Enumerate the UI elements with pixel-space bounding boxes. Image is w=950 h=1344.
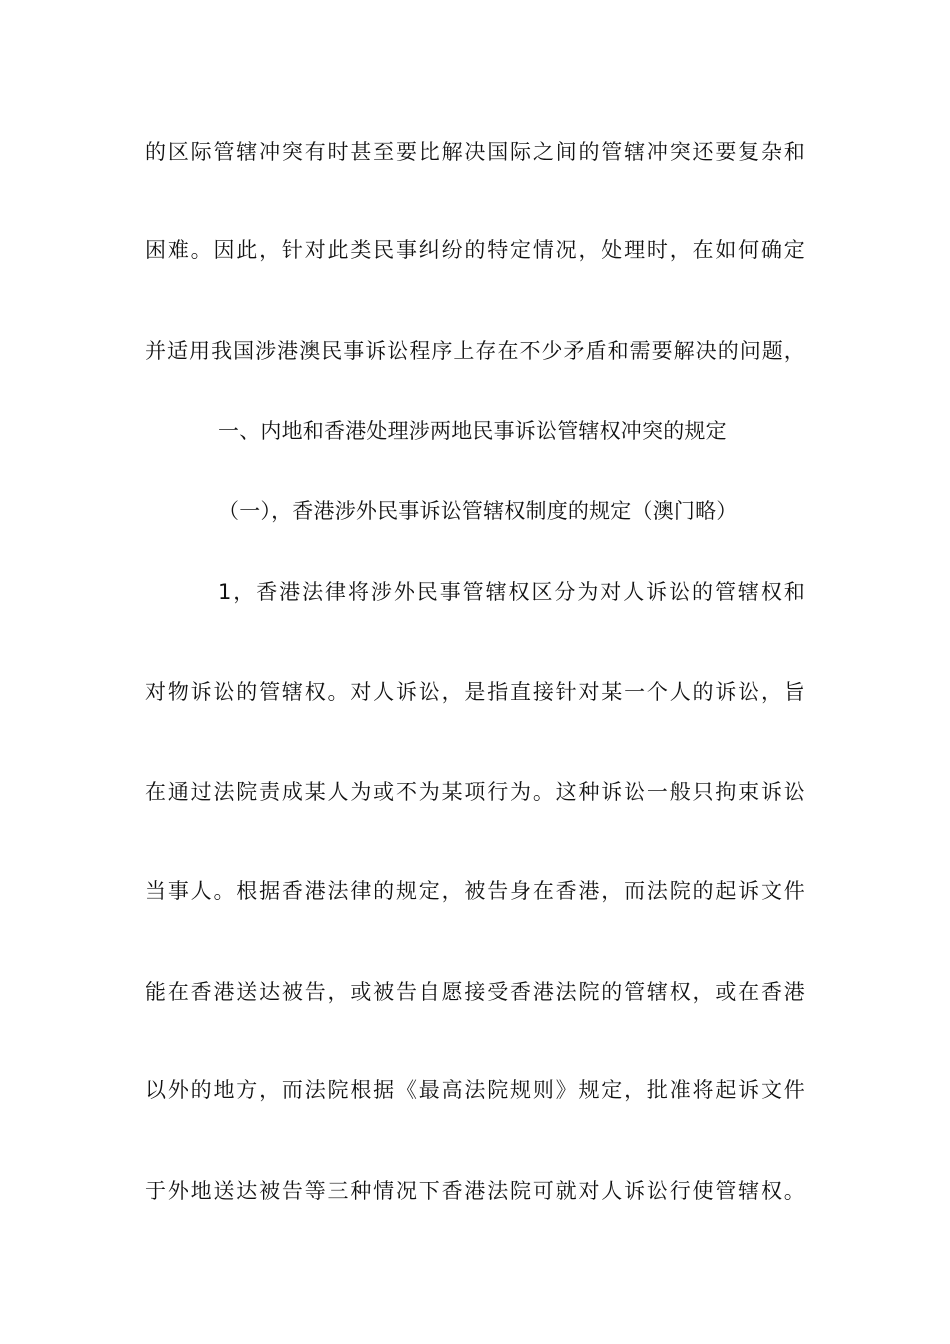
paragraph-line: 并适用我国涉港澳民事诉讼程序上存在不少矛盾和需要解决的问题， <box>145 339 805 363</box>
subsection-heading: （一），香港涉外民事诉讼管辖权制度的规定（澳门略） <box>218 499 738 523</box>
paragraph-line: 当事人。根据香港法律的规定，被告身在香港，而法院的起诉文件 <box>145 879 805 903</box>
paragraph-line: 于外地送达被告等三种情况下香港法院可就对人诉讼行使管辖权。 <box>145 1179 805 1203</box>
section-heading: 一、内地和香港处理涉两地民事诉讼管辖权冲突的规定 <box>218 419 727 443</box>
paragraph-line: 能在香港送达被告，或被告自愿接受香港法院的管辖权，或在香港 <box>145 980 805 1004</box>
paragraph-line: 困难。因此，针对此类民事纠纷的特定情况，处理时，在如何确定 <box>145 238 805 262</box>
paragraph-line: 以外的地方，而法院根据《最高法院规则》规定，批准将起诉文件 <box>145 1078 805 1102</box>
paragraph-line: 在通过法院责成某人为或不为某项行为。这种诉讼一般只拘束诉讼 <box>145 780 805 804</box>
paragraph-first-line: 1，香港法律将涉外民事管辖权区分为对人诉讼的管辖权和 <box>218 580 805 604</box>
paragraph-line: 的区际管辖冲突有时甚至要比解决国际之间的管辖冲突还要复杂和 <box>145 140 805 164</box>
paragraph-line: 对物诉讼的管辖权。对人诉讼，是指直接针对某一个人的诉讼，旨 <box>145 680 805 704</box>
